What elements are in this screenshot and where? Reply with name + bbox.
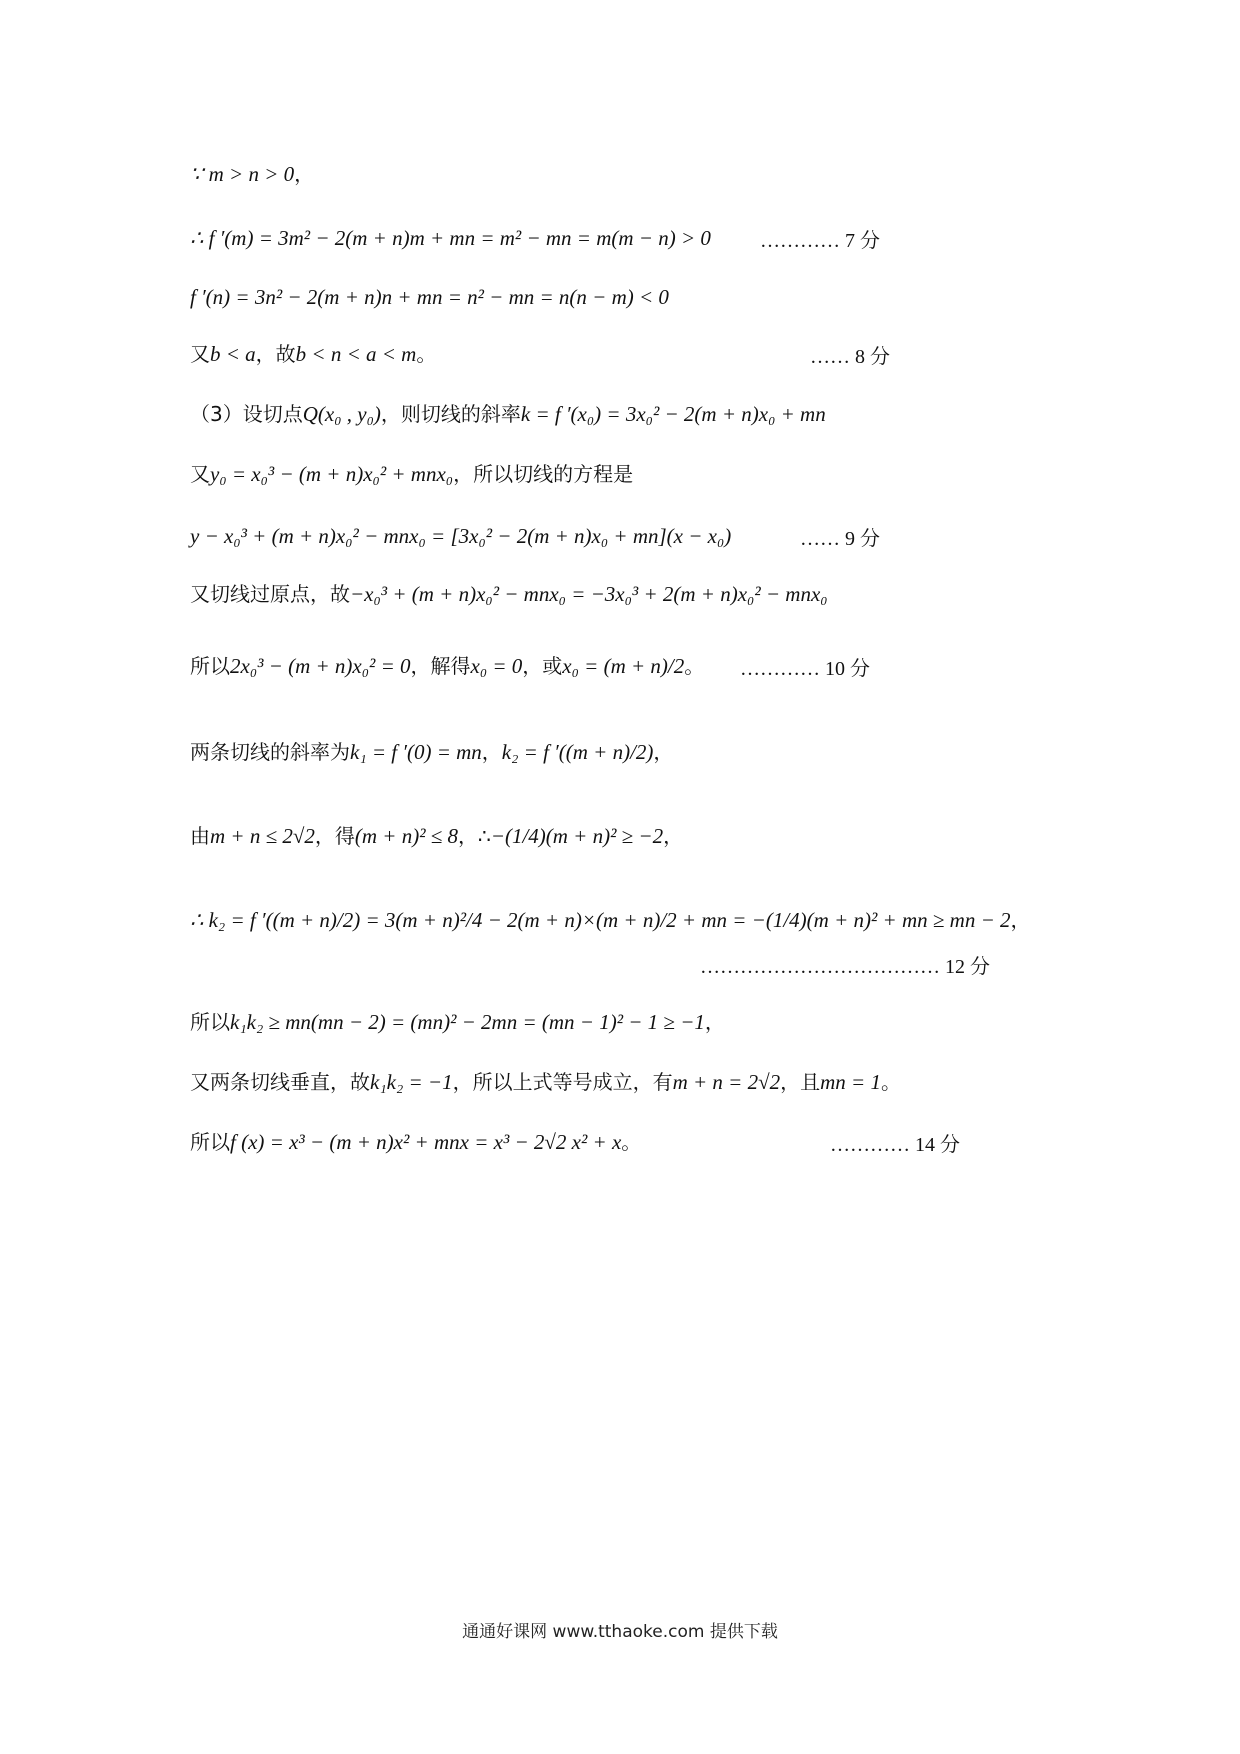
score-marker: …… 8 分 [810, 346, 890, 368]
math-expression: m + n ≤ 2√2 [210, 824, 315, 848]
solution-line [190, 160, 314, 188]
text-segment: 又两条切线垂直，故 [190, 1070, 370, 1094]
math-expression: k₁k₂ ≥ mn(mn − 2) = (mn)² − 2mn = (mn − 1)² − 1 ≥ −1 [230, 1010, 705, 1034]
text-segment: 所以 [190, 1010, 230, 1034]
score-marker: ……………………………… 12 分 [700, 956, 990, 978]
math-expression: k₁k₂ = −1 [370, 1070, 453, 1094]
math-expression: Q(x₀ , y₀) [302, 402, 381, 426]
math-expression: y − x₀³ + (m + n)x₀² − mnx₀ = [3x₀² − 2(m + n)x₀ + mn](x − x₀) [190, 524, 732, 548]
text-segment: ，或 [522, 654, 563, 678]
solution-line [190, 1008, 725, 1036]
text-segment: ， [663, 824, 684, 848]
text-segment: 所以 [190, 654, 230, 678]
math-expression: k₂ = f ′((m + n)/2) [501, 740, 654, 764]
text-segment: 。 [880, 1070, 901, 1094]
text-segment: 两条切线的斜率为 [190, 740, 350, 764]
score-marker: …… 9 分 [800, 528, 880, 550]
text-segment: ，得 [314, 824, 355, 848]
text-segment: 由 [190, 824, 210, 848]
text-segment: ，解得 [410, 654, 471, 678]
math-expression: (m + n)² ≤ 8 [354, 824, 459, 848]
text-segment: ，所以上式等号成立，有 [452, 1070, 673, 1094]
text-segment: 又 [190, 342, 210, 366]
text-segment: ， [653, 740, 674, 764]
math-expression: k = f ′(x₀) = 3x₀² − 2(m + n)x₀ + mn [520, 402, 826, 426]
solution-line [190, 1128, 641, 1156]
math-expression: x₀ = 0 [470, 654, 523, 678]
text-segment: ，所以切线的方程是 [453, 462, 634, 486]
text-segment: ， [704, 1010, 725, 1034]
score-marker: ………… 14 分 [830, 1134, 960, 1156]
math-expression: m + n = 2√2 [672, 1070, 781, 1094]
text-segment: 。 [621, 1130, 642, 1154]
math-expression: f ′(n) = 3n² − 2(m + n)n + mn = n² − mn = n(n − m) < 0 [190, 285, 669, 309]
solution-line [190, 522, 731, 550]
math-expression: b < n < a < m [295, 342, 417, 366]
solution-line [190, 224, 711, 252]
math-expression: 2x₀³ − (m + n)x₀² = 0 [230, 654, 411, 678]
math-expression: −(1/4)(m + n)² ≥ −2 [490, 824, 664, 848]
text-segment: ，故 [255, 342, 296, 366]
math-expression: −x₀³ + (m + n)x₀² − mnx₀ = −3x₀³ + 2(m + n)x₀² − mnx₀ [350, 582, 828, 606]
text-segment: 。 [684, 654, 705, 678]
math-expression: x₀ = (m + n)/2 [562, 654, 685, 678]
solution-line [190, 400, 826, 428]
text-segment: 又切线过原点，故 [190, 582, 350, 606]
math-expression: b < a [210, 342, 256, 366]
text-segment: ，且 [780, 1070, 821, 1094]
solution-line [190, 283, 669, 311]
score-marker: ………… 10 分 [740, 658, 870, 680]
text-segment: ， [1010, 908, 1031, 932]
math-expression: y₀ = x₀³ − (m + n)x₀² + mnx₀ [210, 462, 454, 486]
text-segment: 所以 [190, 1130, 230, 1154]
text-segment: （3）设切点 [190, 402, 303, 426]
math-expression: ∵ m > n > 0 [190, 162, 295, 186]
solution-line [190, 580, 828, 608]
solution-line [190, 652, 704, 680]
text-segment: ，则切线的斜率 [380, 402, 521, 426]
math-expression: f (x) = x³ − (m + n)x² + mnx = x³ − 2√2 x² + x [230, 1130, 622, 1154]
math-expression: k₁ = f ′(0) = mn [350, 740, 482, 764]
score-marker: ………… 7 分 [760, 230, 880, 252]
text-segment: 又 [190, 462, 210, 486]
text-segment: ， [294, 162, 315, 186]
solution-line [190, 906, 1031, 934]
solution-line [190, 460, 633, 488]
text-segment: 。 [416, 342, 437, 366]
solution-line [190, 340, 436, 368]
math-expression: mn = 1 [820, 1070, 881, 1094]
math-expression: ∴ k₂ = f ′((m + n)/2) = 3(m + n)²/4 − 2(m + n)×(m + n)/2 + mn = −(1/4)(m + n)² + mn ≥ mn − 2 [190, 908, 1011, 932]
math-expression: ∴ f ′(m) = 3m² − 2(m + n)m + mn = m² − mn = m(m − n) > 0 [190, 226, 711, 250]
solution-line [190, 822, 683, 850]
text-segment: ，∴ [458, 824, 491, 848]
solution-line [190, 738, 673, 766]
text-segment: ， [481, 740, 502, 764]
footer-text: 通通好课网 www.tthaoke.com 提供下载 [462, 1622, 778, 1642]
solution-line [190, 1068, 901, 1096]
